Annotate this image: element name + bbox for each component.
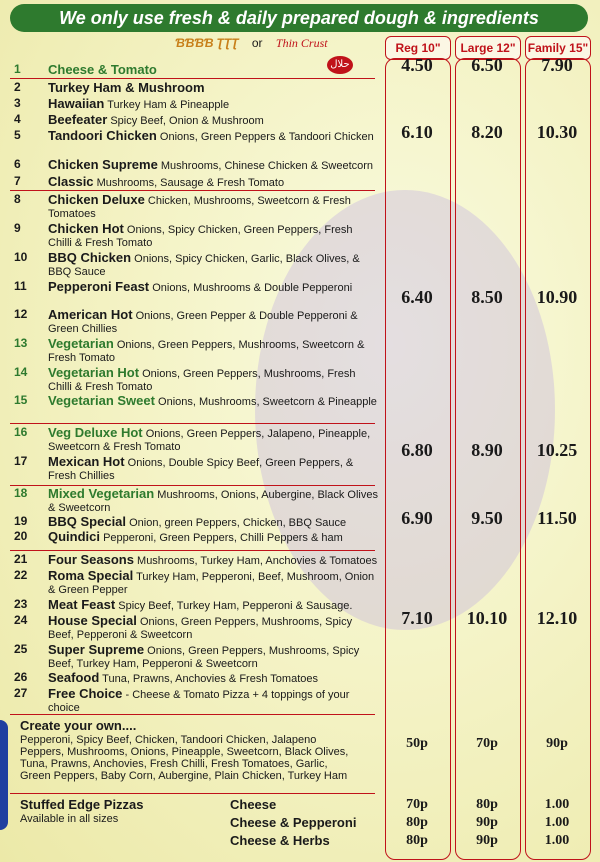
menu-item-text xyxy=(48,129,378,144)
group-divider xyxy=(10,423,375,424)
menu-item-number: 2 xyxy=(14,80,21,94)
menu-item-name: Turkey Ham & Mushroom xyxy=(48,80,205,95)
price-family: 7.90 xyxy=(541,55,573,75)
menu-item-text xyxy=(48,251,378,279)
stuffed-edge-option-label: Cheese & Pepperoni xyxy=(230,815,357,830)
menu-item-desc: Onions, Mushrooms, Sweetcorn & Pineapple xyxy=(158,396,377,408)
menu-item-text xyxy=(48,394,378,409)
menu-item-text xyxy=(48,426,378,454)
menu-item-number: 9 xyxy=(14,221,21,235)
menu-item-number: 16 xyxy=(14,425,28,439)
menu-item-desc: Onions, Spicy Chicken, Garlic, Black Olives, & BBQ Sauce xyxy=(48,253,360,278)
stuffed-edge-subtitle: Available in all sizes xyxy=(20,813,119,825)
menu-item-text xyxy=(48,63,378,78)
menu-item-text xyxy=(48,614,378,642)
menu-item-number: 26 xyxy=(14,670,28,684)
menu-item-number: 5 xyxy=(14,128,21,142)
menu-item-desc: Chicken, Mushrooms, Sweetcorn & Fresh Tomatoes xyxy=(48,195,351,220)
menu-item-text xyxy=(48,687,378,715)
pan-crust-label: ƁƁƁƁ ƮƮƮ xyxy=(175,36,239,50)
menu-item-desc: Onions, Green Pepper & Double Pepperoni & Green Chillies xyxy=(48,310,358,335)
menu-item-name: Vegetarian Hot xyxy=(48,365,140,380)
menu-item-number: 1 xyxy=(14,62,21,76)
menu-item-desc: Mushrooms, Turkey Ham, Anchovies & Tomatoes xyxy=(137,555,378,567)
menu-item-text xyxy=(48,643,378,671)
menu-item-desc: Mushrooms, Onions, Aubergine, Black Olives & Sweetcorn xyxy=(48,489,378,514)
menu-item-name: Free Choice xyxy=(48,686,123,701)
menu-item-text xyxy=(48,598,378,613)
stuffed-price-reg: 80p xyxy=(406,815,428,830)
menu-item-name: American Hot xyxy=(48,307,133,322)
menu-item-number: 17 xyxy=(14,454,28,468)
create-your-own-toppings: Pepperoni, Spicy Beef, Chicken, Tandoori Chicken, Jalapeno Peppers, Mushrooms, Onions, Pineapple, Sweetcorn, Black Olives, Tuna, Prawns, Anchovies, Fresh Chilli, Fresh Tomatoes, Garlic, Green Peppers, Baby Corn, Aubergine, Plain Chicken, Turkey Ham xyxy=(20,734,349,782)
menu-item-text xyxy=(48,515,378,530)
price-reg: 6.90 xyxy=(401,508,433,528)
menu-item-desc: Onions, Mushrooms & Double Pepperoni xyxy=(152,282,353,294)
price-large: 9.50 xyxy=(471,508,503,528)
menu-item-name: Mexican Hot xyxy=(48,454,125,469)
menu-item-text xyxy=(48,366,378,394)
menu-item-text xyxy=(48,113,378,128)
menu-item-desc: Onions, Green Peppers, Mushrooms, Sweetcorn & Fresh Tomato xyxy=(48,339,365,364)
menu-item-desc: Mushrooms, Sausage & Fresh Tomato xyxy=(96,177,285,189)
price-reg: 7.10 xyxy=(401,608,433,628)
menu-item-number: 14 xyxy=(14,365,28,379)
menu-item-desc: Onions, Green Peppers, Mushrooms, Spicy Beef, Turkey Ham, Pepperoni & Sweetcorn xyxy=(48,645,360,670)
menu-item-name: Chicken Supreme xyxy=(48,157,158,172)
menu-item-text xyxy=(48,193,378,221)
menu-item-text xyxy=(48,175,378,190)
menu-item-number: 23 xyxy=(14,597,28,611)
menu-item-name: Quindici xyxy=(48,529,100,544)
menu-item-name: Beefeater xyxy=(48,112,108,127)
menu-item-name: Cheese & Tomato xyxy=(48,62,157,77)
menu-item-text xyxy=(48,671,378,686)
crust-options xyxy=(175,36,338,51)
menu-item-name: Seafood xyxy=(48,670,100,685)
menu-item-number: 8 xyxy=(14,192,21,206)
price-reg: 6.80 xyxy=(401,440,433,460)
menu-item-number: 10 xyxy=(14,250,28,264)
stuffed-price-reg: 80p xyxy=(406,833,428,848)
menu-item-desc: Onion, green Peppers, Chicken, BBQ Sauce xyxy=(129,517,347,529)
menu-item-desc: Spicy Beef, Turkey Ham, Pepperoni & Sausage. xyxy=(118,600,353,612)
menu-item-desc: Onions, Green Peppers, Mushrooms, Fresh Chilli & Fresh Tomato xyxy=(48,368,356,393)
price-family: 10.90 xyxy=(536,287,578,307)
menu-item-name: Pepperoni Feast xyxy=(48,279,150,294)
menu-item-name: Meat Feast xyxy=(48,597,116,612)
menu-item-number: 13 xyxy=(14,336,28,350)
menu-item-number: 6 xyxy=(14,157,21,171)
menu-item-number: 19 xyxy=(14,514,28,528)
menu-item-name: Vegetarian Sweet xyxy=(48,393,155,408)
menu-item-name: BBQ Chicken xyxy=(48,250,132,265)
col-large-header: Large 12" xyxy=(455,36,521,60)
halal-badge: حلال xyxy=(327,56,353,74)
stuffed-price-large: 90p xyxy=(476,833,498,848)
menu-item-number: 27 xyxy=(14,686,28,700)
menu-item-name: Tandoori Chicken xyxy=(48,128,157,143)
menu-item-text xyxy=(48,337,378,365)
menu-item-text xyxy=(48,530,378,545)
price-large: 6.50 xyxy=(471,55,503,75)
menu-item-desc: Mushrooms, Chinese Chicken & Sweetcorn xyxy=(160,160,374,172)
stuffed-edge-option-label: Cheese & Herbs xyxy=(230,833,330,848)
menu-item-name: Chicken Deluxe xyxy=(48,192,145,207)
stuffed-price-family: 1.00 xyxy=(544,833,570,848)
price-reg: 4.50 xyxy=(401,55,433,75)
menu-item-name: BBQ Special xyxy=(48,514,127,529)
group-divider xyxy=(10,78,375,79)
menu-item-text xyxy=(48,222,378,250)
menu-item-name: Hawaiian xyxy=(48,96,105,111)
menu-item-text xyxy=(48,487,378,515)
menu-item-name: Super Supreme xyxy=(48,642,145,657)
menu-item-desc: Onions, Green Peppers & Tandoori Chicken xyxy=(159,131,374,143)
menu-item-number: 3 xyxy=(14,96,21,110)
menu-item-name: Classic xyxy=(48,174,94,189)
menu-item-number: 4 xyxy=(14,112,21,126)
create-your-own-title: Create your own.... xyxy=(20,718,137,733)
menu-item-text xyxy=(48,569,378,597)
menu-item-desc: Pepperoni, Green Peppers, Chilli Peppers & ham xyxy=(103,532,343,544)
stuffed-price-large: 80p xyxy=(476,797,498,812)
menu-item-text xyxy=(48,280,378,295)
price-family: 10.30 xyxy=(536,122,578,142)
blue-edge-decoration xyxy=(0,720,8,830)
crust-or-label: or xyxy=(251,36,263,50)
header-banner: We only use fresh & daily prepared dough & ingredients xyxy=(10,4,588,32)
menu-item-desc: Tuna, Prawns, Anchovies & Fresh Tomatoes xyxy=(102,673,318,685)
stuffed-price-large: 90p xyxy=(476,815,498,830)
stuffed-price-family: 1.00 xyxy=(544,797,570,812)
menu-item-desc: Turkey Ham & Pineapple xyxy=(107,99,230,111)
menu-item-desc: Spicy Beef, Onion & Mushroom xyxy=(110,115,264,127)
menu-item-text xyxy=(48,97,378,112)
menu-item-name: Roma Special xyxy=(48,568,134,583)
group-divider xyxy=(10,793,375,794)
thin-crust-label: Thin Crust xyxy=(275,36,328,50)
menu-item-desc: Onions, Green Peppers, Mushrooms, Spicy Beef, Pepperoni & Sweetcorn xyxy=(48,616,353,641)
col-family-header: Family 15" xyxy=(525,36,591,60)
menu-item-text xyxy=(48,553,378,568)
menu-item-desc: Onions, Green Peppers, Jalapeno, Pineapple, Sweetcorn & Fresh Tomato xyxy=(48,428,371,453)
menu-item-number: 11 xyxy=(14,279,27,293)
group-divider xyxy=(10,485,375,486)
menu-item-name: House Special xyxy=(48,613,137,628)
stuffed-edge-title: Stuffed Edge Pizzas xyxy=(20,797,144,812)
price-family: 12.10 xyxy=(536,608,578,628)
menu-item-desc: Onions, Spicy Chicken, Green Peppers, Fresh Chilli & Fresh Tomato xyxy=(48,224,353,249)
menu-item-number: 7 xyxy=(14,174,21,188)
stuffed-edge-option-label: Cheese xyxy=(230,797,277,812)
price-reg: 6.10 xyxy=(401,122,433,142)
menu-item-desc: - Cheese & Tomato Pizza + 4 toppings of your choice xyxy=(48,689,350,714)
menu-item-text xyxy=(48,455,378,483)
price-large: 8.90 xyxy=(471,440,503,460)
price-family: 90p xyxy=(546,736,568,751)
menu-item-number: 22 xyxy=(14,568,28,582)
group-divider xyxy=(10,190,375,191)
menu-item-name: Veg Deluxe Hot xyxy=(48,425,143,440)
menu-item-text xyxy=(48,158,378,173)
price-large: 10.10 xyxy=(466,608,508,628)
price-reg: 6.40 xyxy=(401,287,433,307)
menu-item-name: Vegetarian xyxy=(48,336,114,351)
price-large: 8.20 xyxy=(471,122,503,142)
menu-item-number: 12 xyxy=(14,307,28,321)
menu-item-text xyxy=(48,308,378,336)
menu-item-name: Chicken Hot xyxy=(48,221,124,236)
menu-item-desc: Onions, Double Spicy Beef, Green Peppers, & Fresh Chillies xyxy=(48,457,354,482)
menu-item-number: 21 xyxy=(14,552,28,566)
group-divider xyxy=(10,550,375,551)
col-reg-header: Reg 10" xyxy=(385,36,451,60)
menu-item-number: 25 xyxy=(14,642,28,656)
menu-item-number: 18 xyxy=(14,486,28,500)
stuffed-price-family: 1.00 xyxy=(544,815,570,830)
group-divider xyxy=(10,714,375,715)
stuffed-price-reg: 70p xyxy=(406,797,428,812)
menu-item-name: Four Seasons xyxy=(48,552,134,567)
menu-item-number: 15 xyxy=(14,393,28,407)
menu-item-number: 24 xyxy=(14,613,28,627)
price-family: 11.50 xyxy=(537,508,577,528)
price-large: 8.50 xyxy=(471,287,503,307)
menu-item-name: Mixed Vegetarian xyxy=(48,486,155,501)
menu-item-desc: Turkey Ham, Pepperoni, Beef, Mushroom, Onion & Green Pepper xyxy=(48,571,375,596)
menu-item-number: 20 xyxy=(14,529,28,543)
price-family: 10.25 xyxy=(536,440,578,460)
price-large: 70p xyxy=(476,736,498,751)
price-reg: 50p xyxy=(406,736,428,751)
menu-item-text xyxy=(48,81,378,96)
